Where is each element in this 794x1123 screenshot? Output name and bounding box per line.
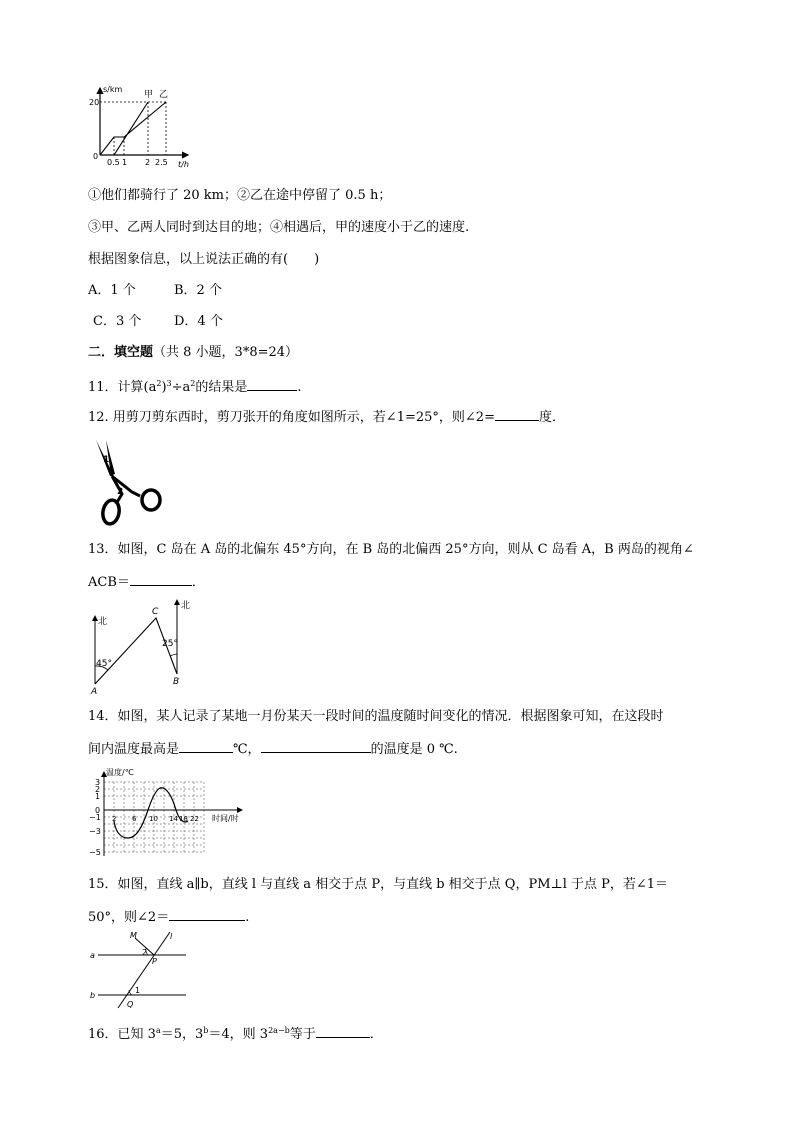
q16-mid1: ＝5，3 [160,1027,204,1042]
label-p: P [152,957,157,966]
q14-answer-blank-2[interactable] [261,739,371,753]
q11-exp-2: 3 [166,379,172,388]
q10-option-c: C．3 个 [93,314,142,329]
line-jia-label: 甲 [144,90,154,100]
q16-end: ． [369,1027,383,1042]
section-note: （共 8 小题，3*8=24） [153,345,299,360]
north-label-b: 北 [181,601,191,611]
q15-answer-blank[interactable] [169,907,245,921]
x-tick-2: 2 [145,158,151,167]
y-axis-label: 温度/℃ [106,768,134,777]
scissors-figure [88,436,164,528]
q16-mid2: ＝4，则 3 [208,1027,269,1042]
section-heading [88,344,298,362]
q14-answer-blank-1[interactable] [179,739,233,753]
angle-2-label: 2 [142,948,148,957]
q13-answer-blank[interactable] [130,572,192,586]
q14-mid: ℃， [233,742,261,757]
q14-line-2 [88,739,458,759]
q15-post: . [245,910,250,925]
x-axis-label: t/h [178,160,189,169]
distance-time-graph [88,84,198,170]
label-a: a [90,951,95,960]
q11-exp-1: 2 [156,379,162,388]
x-tick: 2 [112,815,117,823]
q11-end: . [297,380,302,395]
q16-exp-2: b [203,1026,209,1035]
label-q: Q [127,1000,134,1009]
x-axis-label: 时间/时 [212,814,239,823]
y-tick: −1 [89,813,101,822]
line-yi-label: 乙 [159,90,169,100]
label-l: l [170,932,173,941]
q16-post: 等于 [289,1027,316,1042]
x-tick: 22 [190,815,199,823]
q13-post: ． [191,575,205,590]
north-label-a: 北 [98,617,108,627]
q13-pre: ACB＝ [88,575,130,590]
q12-pre: 12. 用剪刀剪东西时，剪刀张开的角度如图所示，若∠1=25°，则∠2= [88,410,495,425]
angle-25-label: 25° [162,639,178,649]
q16-answer-blank[interactable] [316,1024,370,1038]
y-tick: 3 [95,778,101,787]
section-title: 二．填空题 [88,345,154,360]
q10-statements-2: ③甲、乙两人同时到达目的地；④相遇后，甲的速度小于乙的速度. [88,220,470,235]
temperature-graph [88,766,248,860]
q14-line-1: 14．如图，某人记录了某地一月份某天一段时间的温度随时间变化的情况．根据图象可知，在这段时 [88,709,664,724]
line-jia [114,102,148,155]
angle-2-label: 2 [117,487,124,497]
q13-line-2 [88,572,205,592]
point-b-label: B [173,677,180,687]
line-l [118,932,170,1008]
y-axis-label: s/km [103,85,123,94]
q11-exp-3: 2 [190,379,196,388]
q10-option-a: A．1 个 [88,283,136,298]
angle-1-label: 1 [103,455,110,465]
q10-option-b: B．2 个 [174,283,222,298]
q12-text [88,407,565,427]
x-tick: 14 [169,815,178,823]
angle-45-label: 45° [96,659,112,669]
y-tick: 0 [95,806,101,815]
q11-mid2: ÷a [171,380,191,395]
q16-pre: 16．已知 3 [88,1027,156,1042]
x-tick-0.5: 0.5 [107,158,120,167]
q14-post: 的温度是 0 ℃. [370,742,458,757]
origin-label: 0 [93,152,99,161]
y-tick: 1 [95,792,101,801]
q16-exp-3: 2a−b [268,1026,290,1035]
q16-exp-1: a [155,1026,161,1035]
islands-figure [86,596,204,696]
path-a-c-b [95,618,177,684]
y-tick-20: 20 [89,98,100,107]
q11-post: 的结果是 [195,380,248,395]
temperature-curve [114,788,188,838]
scissor-ring-1 [101,499,121,525]
q15-pre: 50°，则∠2＝ [88,910,170,925]
line-yi [100,102,166,155]
q11-mid: ) [161,380,167,395]
q16-text [88,1022,383,1044]
y-tick: 2 [95,785,101,794]
parallel-lines-figure [88,928,192,1010]
scissor-ring-2 [142,490,160,510]
q12-post: 度． [538,410,565,425]
q10-question: 根据图象信息，以上说法正确的有( ) [88,252,320,267]
q10-option-d: D．4 个 [174,314,223,329]
label-m: M [130,931,137,940]
x-tick-1: 1 [122,158,128,167]
q10-statements-1: ①他们都骑行了 20 km；②乙在途中停留了 0.5 h； [88,188,392,203]
x-tick: 18 [179,815,188,823]
q15-line-2 [88,907,249,927]
y-tick: −3 [89,827,101,836]
x-tick-2.5: 2.5 [155,158,168,167]
x-tick: 10 [149,815,158,823]
q13-line-1: 13．如图，C 岛在 A 岛的北偏东 45°方向，在 B 岛的北偏西 25°方向，则从 C 岛看 A，B 两岛的视角∠ [88,542,694,557]
q15-line-1: 15．如图，直线 a∥b，直线 l 与直线 a 相交于点 P，与直线 b 相交于点 Q，PM⊥l 于点 P，若∠1＝ [88,877,669,892]
arc-25 [170,654,177,656]
q11-answer-blank[interactable] [247,377,297,391]
label-b: b [90,991,96,1000]
q14-pre: 间内温度最高是 [88,742,180,757]
point-c-label: C [152,607,159,617]
angle-1-label: 1 [135,986,141,995]
x-tick: 6 [132,815,137,823]
q11-pre: 11．计算(a [88,380,157,395]
q12-answer-blank[interactable] [495,407,539,421]
point-a-label: A [91,687,98,696]
q11-text [88,375,302,397]
y-tick: −5 [89,848,101,857]
